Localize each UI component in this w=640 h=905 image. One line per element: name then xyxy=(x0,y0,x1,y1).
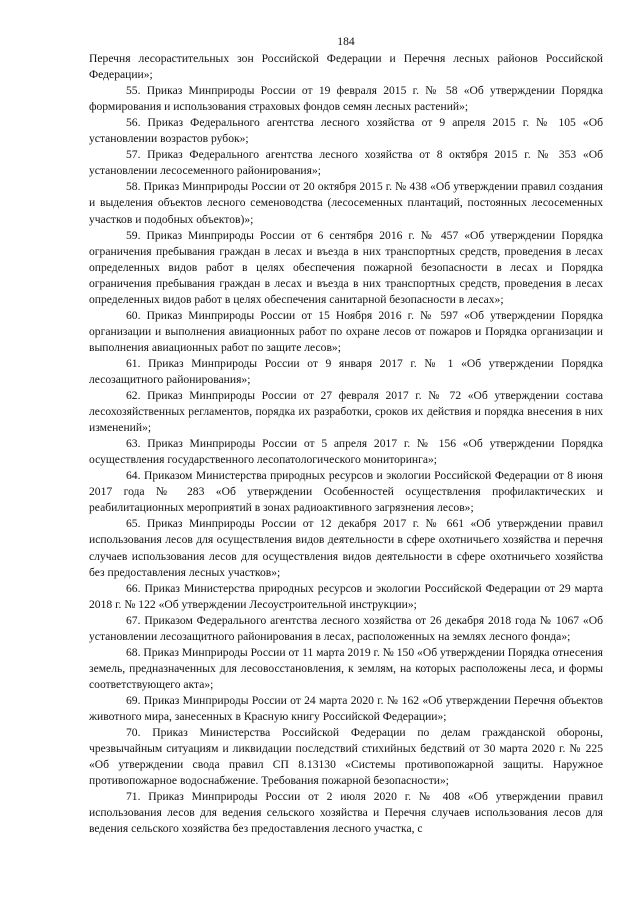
paragraph: 68. Приказ Минприроды России от 11 марта 2019 г. № 150 «Об утверждении Порядка отнесения земель, предназначенных для лесовосстановления, к землям, на которых расположены леса, и формы соответствующего акта»; xyxy=(89,645,603,691)
paragraph: 63. Приказ Минприроды России от 5 апреля 2017 г. № 156 «Об утверждении Порядка осуществления государственного лесопатологического мониторинга»; xyxy=(89,437,603,467)
paragraph: 56. Приказ Федерального агентства лесного хозяйства от 9 апреля 2015 г. № 105 «Об установлении возрастов рубок»; xyxy=(89,116,603,146)
paragraph: 60. Приказ Минприроды России от 15 Ноября 2016 г. № 597 «Об утверждении Порядка организации и выполнения авиационных работ по охране лесов от пожаров и Порядка организации и выполнения авиационных работ по защите лесов»; xyxy=(89,308,603,354)
paragraph: 55. Приказ Минприроды России от 19 февраля 2015 г. № 58 «Об утверждении Порядка формирования и использования страховых фондов семян лесных растений»; xyxy=(89,84,603,114)
paragraph: 65. Приказ Минприроды России от 12 декабря 2017 г. № 661 «Об утверждении правил использования лесов для осуществления видов деятельности в сфере охотничьего хозяйства и перечня случаев использования лесов для осуществления видов деятельности в сфере охотничьего хозяйства без предоставления лесных участков»; xyxy=(89,517,603,579)
paragraph: 59. Приказ Минприроды России от 6 сентября 2016 г. № 457 «Об утверждении Порядка ограничения пребывания граждан в лесах и въезда в них транспортных средств, проведения в лесах определенных видов работ в целях обеспечения пожарной безопасности в лесах и Порядка ограничения пребывания граждан в лесах и въезда в них транспортных средств, проведения в лесах определенных видов работ в целях обеспечения санитарной безопасности в лесах»; xyxy=(89,228,603,306)
document-body xyxy=(89,51,603,837)
paragraph: 66. Приказ Министерства природных ресурсов и экологии Российской Федерации от 29 марта 2018 г. № 122 «Об утверждении Лесоустроительной инструкции»; xyxy=(89,581,603,611)
document-page xyxy=(89,34,603,837)
paragraph: 57. Приказ Федерального агентства лесного хозяйства от 8 октября 2015 г. № 353 «Об установлении лесосеменного районирования»; xyxy=(89,148,603,178)
paragraph: 70. Приказ Министерства Российской Федерации по делам гражданской обороны, чрезвычайным ситуациям и ликвидации последствий стихийных бедствий от 30 марта 2020 г. № 225 «Об утверждении свода правил СП 8.13130 «Системы противопожарной защиты. Наружное противопожарное водоснабжение. Требования пожарной безопасности»; xyxy=(89,726,603,788)
paragraph: 64. Приказом Министерства природных ресурсов и экологии Российской Федерации от 8 июня 2017 года № 283 «Об утверждении Особенностей осуществления профилактических и реабилитационных мероприятий в зонах радиоактивного загрязнения лесов»; xyxy=(89,469,603,515)
paragraph: 62. Приказ Минприроды России от 27 февраля 2017 г. № 72 «Об утверждении состава лесохозяйственных регламентов, порядка их разработки, сроков их действия и порядка внесения в них изменений»; xyxy=(89,389,603,435)
paragraph: 67. Приказом Федерального агентства лесного хозяйства от 26 декабря 2018 года № 1067 «Об установлении лесозащитного районирования в лесах, расположенных на землях лесного фонда»; xyxy=(89,613,603,643)
paragraph: 58. Приказ Минприроды России от 20 октября 2015 г. № 438 «Об утверждении правил создания и выделения объектов лесного семеноводства (лесосеменных плантаций, постоянных лесосеменных участков и подобных объектов)»; xyxy=(89,180,603,226)
paragraph: Перечня лесорастительных зон Российской Федерации и Перечня лесных районов Российской Федерации»; xyxy=(89,52,603,82)
paragraph: 69. Приказ Минприроды России от 24 марта 2020 г. № 162 «Об утверждении Перечня объектов животного мира, занесенных в Красную книгу Российской Федерации»; xyxy=(89,693,603,723)
paragraph: 71. Приказ Минприроды России от 2 июля 2020 г. № 408 «Об утверждении правил использования лесов для ведения сельского хозяйства и Перечня случаев использования лесов для ведения сельского хозяйства без предоставления лесного участка, с xyxy=(89,790,603,836)
page-number: 184 xyxy=(337,35,355,48)
paragraph: 61. Приказ Минприроды России от 9 января 2017 г. № 1 «Об утверждении Порядка лесозащитного районирования»; xyxy=(89,356,603,386)
